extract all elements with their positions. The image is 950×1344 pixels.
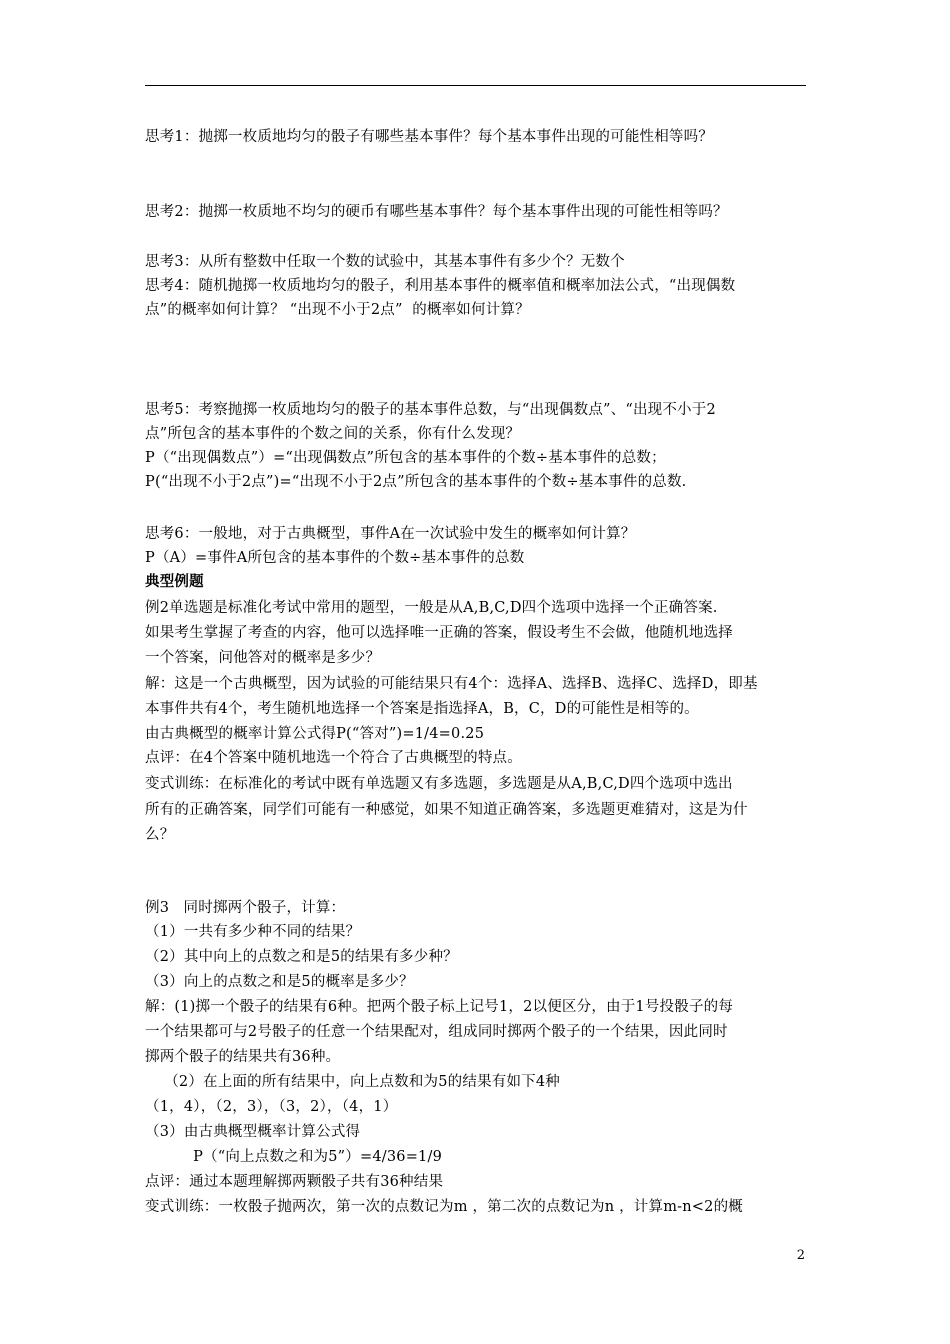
text-line: 思考2：抛掷一枚质地不均匀的硬币有哪些基本事件？每个基本事件出现的可能性相等吗？ (145, 204, 728, 220)
text-line: （2）在上面的所有结果中，向上点数和为5的结果有如下4种 (145, 1074, 561, 1090)
text-line: P(“出现不小于2点”)=“出现不小于2点”所包含的基本事件的个数÷基本事件的总数. (145, 474, 687, 490)
text-line: P（“出现偶数点”）=“出现偶数点”所包含的基本事件的个数÷基本事件的总数； (145, 450, 666, 466)
text-line: P（A）=事件A所包含的基本事件的个数÷基本事件的总数 (145, 550, 525, 566)
text-line: P（“向上点数之和为5”）=4/36=1/9 (145, 1149, 442, 1165)
text-line: 掷两个骰子的结果共有36种。 (145, 1049, 341, 1065)
text-line: 思考5：考察抛掷一枚质地均匀的骰子的基本事件总数，与“出现偶数点”、“出现不小于2 (145, 402, 716, 418)
text-line: 思考3：从所有整数中任取一个数的试验中，其基本事件有多少个？无数个 (145, 254, 625, 270)
text-line: 思考6：一般地，对于古典概型，事件A在一次试验中发生的概率如何计算？ (145, 526, 636, 542)
header-rule (145, 85, 806, 86)
text-line: 变式训练：一枚骰子抛两次，第一次的点数记为m ，第二次的点数记为n ，计算m-n<2的概 (145, 1199, 743, 1215)
text-line: （1）一共有多少种不同的结果？ (145, 924, 361, 940)
text-line: 么？ (145, 827, 175, 843)
text-line: 点评：通过本题理解掷两颗骰子共有36种结果 (145, 1174, 444, 1190)
text-line: 本事件共有4个，考生随机地选择一个答案是指选择A，B，C，D的可能性是相等的。 (145, 701, 699, 717)
section-heading: 典型例题 (145, 573, 204, 590)
text-line: （3）向上的点数之和是5的概率是多少？ (145, 974, 414, 990)
text-line: 一个答案，问他答对的概率是多少？ (145, 650, 381, 666)
text-line: 点评：在4个答案中随机地选一个符合了古典概型的特点。 (145, 750, 522, 766)
text-line: （3）由古典概型概率计算公式得 (145, 1124, 361, 1140)
text-line: 点”的概率如何计算？ “出现不小于2点” 的概率如何计算？ (145, 302, 530, 318)
text-line: 例3 同时掷两个骰子，计算： (145, 900, 346, 916)
text-line: 思考4：随机抛掷一枚质地均匀的骰子，利用基本事件的概率值和概率加法公式，“出现偶数 (145, 278, 736, 294)
text-line: 例2单选题是标准化考试中常用的题型，一般是从A,B,C,D四个选项中选择一个正确答案. (145, 600, 718, 616)
text-line: （2）其中向上的点数之和是5的结果有多少种？ (145, 949, 458, 965)
text-line: 解：这是一个古典概型，因为试验的可能结果只有4个：选择A、选择B、选择C、选择D，即基 (145, 676, 758, 692)
text-line: 由古典概型的概率计算公式得P(“答对”)=1/4=0.25 (145, 726, 485, 742)
text-line: 解：(1)掷一个骰子的结果有6种。把两个骰子标上记号1，2以便区分，由于1号投骰子的每 (145, 999, 734, 1015)
text-line: 点”所包含的基本事件的个数之间的关系，你有什么发现？ (145, 426, 521, 442)
text-line: （1，4），（2，3），（3，2），（4，1） (145, 1099, 398, 1115)
text-line: 变式训练：在标准化的考试中既有单选题又有多选题，多选题是从A,B,C,D四个选项中选出 (145, 776, 733, 792)
text-line: 所有的正确答案，同学们可能有一种感觉，如果不知道正确答案，多选题更难猜对，这是为什 (145, 802, 748, 818)
text-line: 一个结果都可与2号骰子的任意一个结果配对，组成同时掷两个骰子的一个结果，因此同时 (145, 1024, 728, 1040)
text-line: 如果考生掌握了考查的内容，他可以选择唯一正确的答案，假设考生不会做，他随机地选择 (145, 625, 733, 641)
text-line: 思考1：抛掷一枚质地均匀的骰子有哪些基本事件？每个基本事件出现的可能性相等吗？ (145, 129, 714, 145)
page-number: 2 (796, 1248, 805, 1263)
